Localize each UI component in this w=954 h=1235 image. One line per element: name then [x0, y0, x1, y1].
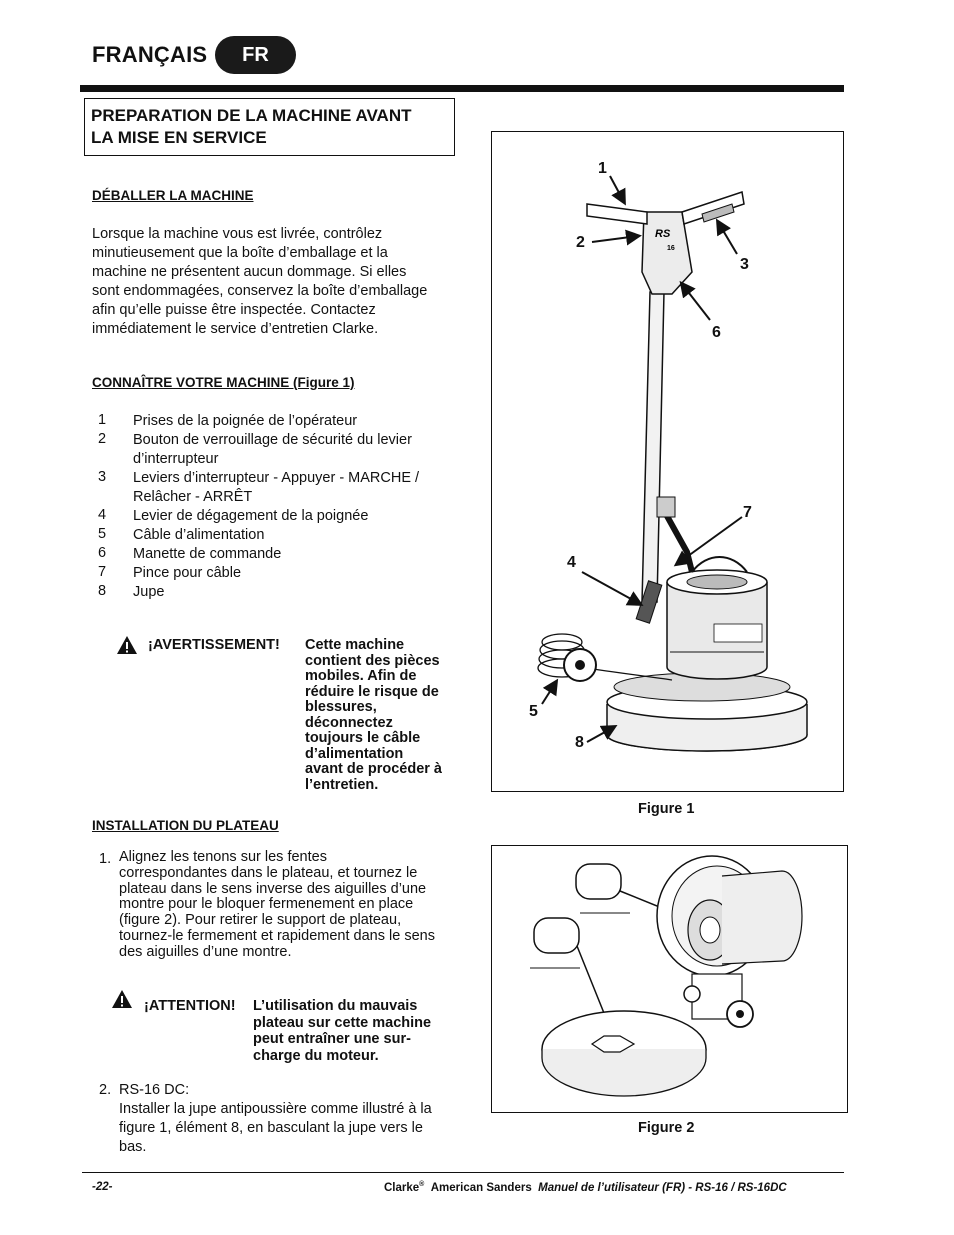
step2-line: bas.: [119, 1139, 147, 1155]
list-number: 8: [98, 583, 107, 599]
warning-text: [305, 638, 442, 793]
unpack-line: immédiatement le service d’entretien Clarke.: [92, 321, 379, 337]
header-rule: [80, 85, 844, 92]
warning-line: toujours le câble: [305, 730, 421, 746]
footer-reg-mark: ®: [419, 1181, 425, 1188]
callout-8: 8: [575, 734, 584, 751]
figure2-frame: [491, 845, 848, 1113]
step2-line: figure 1, élément 8, en basculant la jupe vers le: [119, 1120, 423, 1136]
unpack-line: minutieusement que la boîte d’emballage et la: [92, 245, 388, 261]
list-text: Leviers d’interrupteur - Appuyer - MARCHE /: [133, 470, 420, 486]
figure1-caption: Figure 1: [638, 801, 695, 817]
section-title-box: [84, 98, 455, 156]
list-text: Manette de commande: [133, 546, 282, 562]
warning-line: d’alimentation: [305, 745, 404, 762]
step1-number: 1.: [99, 851, 112, 867]
warning-line: déconnectez: [305, 714, 393, 731]
caution-label: ¡ATTENTION!: [144, 998, 236, 1014]
step1-text: [119, 850, 435, 961]
step2-title: RS-16 DC:: [119, 1082, 190, 1098]
unpack-paragraph: [92, 225, 427, 339]
unpack-line: Lorsque la machine vous est livrée, contrôlez: [92, 226, 383, 242]
step1-line: montre pour le bloquer fermenement en place: [119, 896, 414, 913]
callout-6: 6: [712, 324, 721, 341]
step2-line: Installer la jupe antipoussière comme illustré à la: [119, 1101, 432, 1117]
footer-manual-title: [384, 1181, 787, 1194]
footer-rule: [82, 1172, 844, 1173]
step2-number: 2.: [99, 1082, 112, 1098]
step1-line: des aiguilles d’une montre.: [119, 943, 292, 960]
warning-line: contient des pièces: [305, 652, 440, 669]
warning-line: réduire le risque de: [305, 683, 439, 700]
caution-line: peut entraîner une sur-: [253, 1031, 411, 1047]
unpack-line: machine ne présentent aucun dommage. Si elles: [92, 264, 407, 280]
step1-line: (figure 2). Pour retirer le support de plateau,: [119, 912, 402, 929]
list-number: 1: [98, 412, 107, 428]
figure2-caption: Figure 2: [638, 1120, 695, 1136]
caution-line: plateau sur cette machine: [253, 1014, 432, 1031]
step1-line: tournez-le fermement et rapidement dans le sens: [119, 927, 435, 944]
language-title: FRANÇAIS: [92, 42, 208, 67]
warning-line: mobiles. Afin de: [305, 668, 417, 684]
footer-company: American Sanders: [430, 1181, 532, 1194]
warning-line: l’entretien.: [305, 776, 379, 793]
footer-manual: Manuel de l’utilisateur (FR) - RS-16 / RS-16DC: [538, 1181, 787, 1194]
list-text: Câble d’alimentation: [133, 527, 265, 543]
callout-4: 4: [567, 554, 576, 571]
list-number: 6: [98, 545, 107, 561]
caution-line: charge du moteur.: [253, 1047, 379, 1064]
list-text: Relâcher - ARRÊT: [133, 489, 253, 505]
section-title-line1: PREPARATION DE LA MACHINE AVANT: [91, 106, 412, 125]
callout-2: 2: [576, 234, 585, 251]
unpack-line: sont endommagées, conservez la boîte d’emballage: [92, 283, 428, 299]
install-heading: INSTALLATION DU PLATEAU: [92, 818, 279, 833]
floor-machine-illustration: [492, 132, 842, 790]
caution-text: [253, 998, 431, 1064]
know-heading: CONNAÎTRE VOTRE MACHINE (Figure 1): [92, 375, 355, 390]
warning-line: avant de procéder à: [305, 761, 442, 777]
list-number: 3: [98, 469, 107, 485]
list-text: Prises de la poignée de l’opérateur: [133, 413, 358, 429]
warning-line: Cette machine: [305, 637, 405, 653]
machine-logo: RS: [655, 228, 671, 240]
list-number: 5: [98, 526, 107, 542]
warning-label: ¡AVERTISSEMENT!: [148, 637, 280, 653]
step1-line: plateau dans le sens inverse des aiguilles d’une: [119, 880, 427, 897]
footer-brand: Clarke: [384, 1181, 420, 1194]
section-title-line2: LA MISE EN SERVICE: [91, 128, 267, 147]
unpack-heading: DÉBALLER LA MACHINE: [92, 188, 254, 203]
page-number-text: -22-: [92, 1181, 113, 1193]
list-text: Bouton de verrouillage de sécurité du levier: [133, 432, 412, 448]
list-text: Pince pour câble: [133, 565, 242, 581]
warning-icon: [116, 635, 138, 655]
figure1-frame: [491, 131, 844, 792]
machine-logo-sub: 16: [667, 245, 675, 252]
callout-7: 7: [743, 504, 752, 521]
list-number: 2: [98, 431, 107, 447]
callout-3: 3: [740, 256, 749, 273]
page-number: [92, 1181, 112, 1193]
caution-icon: [111, 989, 133, 1009]
caution-line: L’utilisation du mauvais: [253, 998, 418, 1014]
step1-line: Alignez les tenons sur les fentes: [119, 849, 327, 865]
list-text: Levier de dégagement de la poignée: [133, 508, 369, 524]
list-number: 7: [98, 564, 107, 580]
callout-5: 5: [529, 703, 538, 720]
unpack-line: afin qu’elle puisse être inspectée. Contactez: [92, 302, 376, 318]
step1-line: correspondantes dans le plateau, et tournez le: [119, 864, 418, 881]
language-badge: FR: [215, 36, 296, 74]
pad-installation-illustration: [492, 846, 846, 1111]
list-number: 4: [98, 507, 107, 523]
callout-1: 1: [598, 160, 607, 177]
list-text: Jupe: [133, 584, 165, 600]
warning-line: blessures,: [305, 699, 377, 715]
list-text: d’interrupteur: [133, 451, 219, 467]
step2-text: [119, 1100, 432, 1157]
